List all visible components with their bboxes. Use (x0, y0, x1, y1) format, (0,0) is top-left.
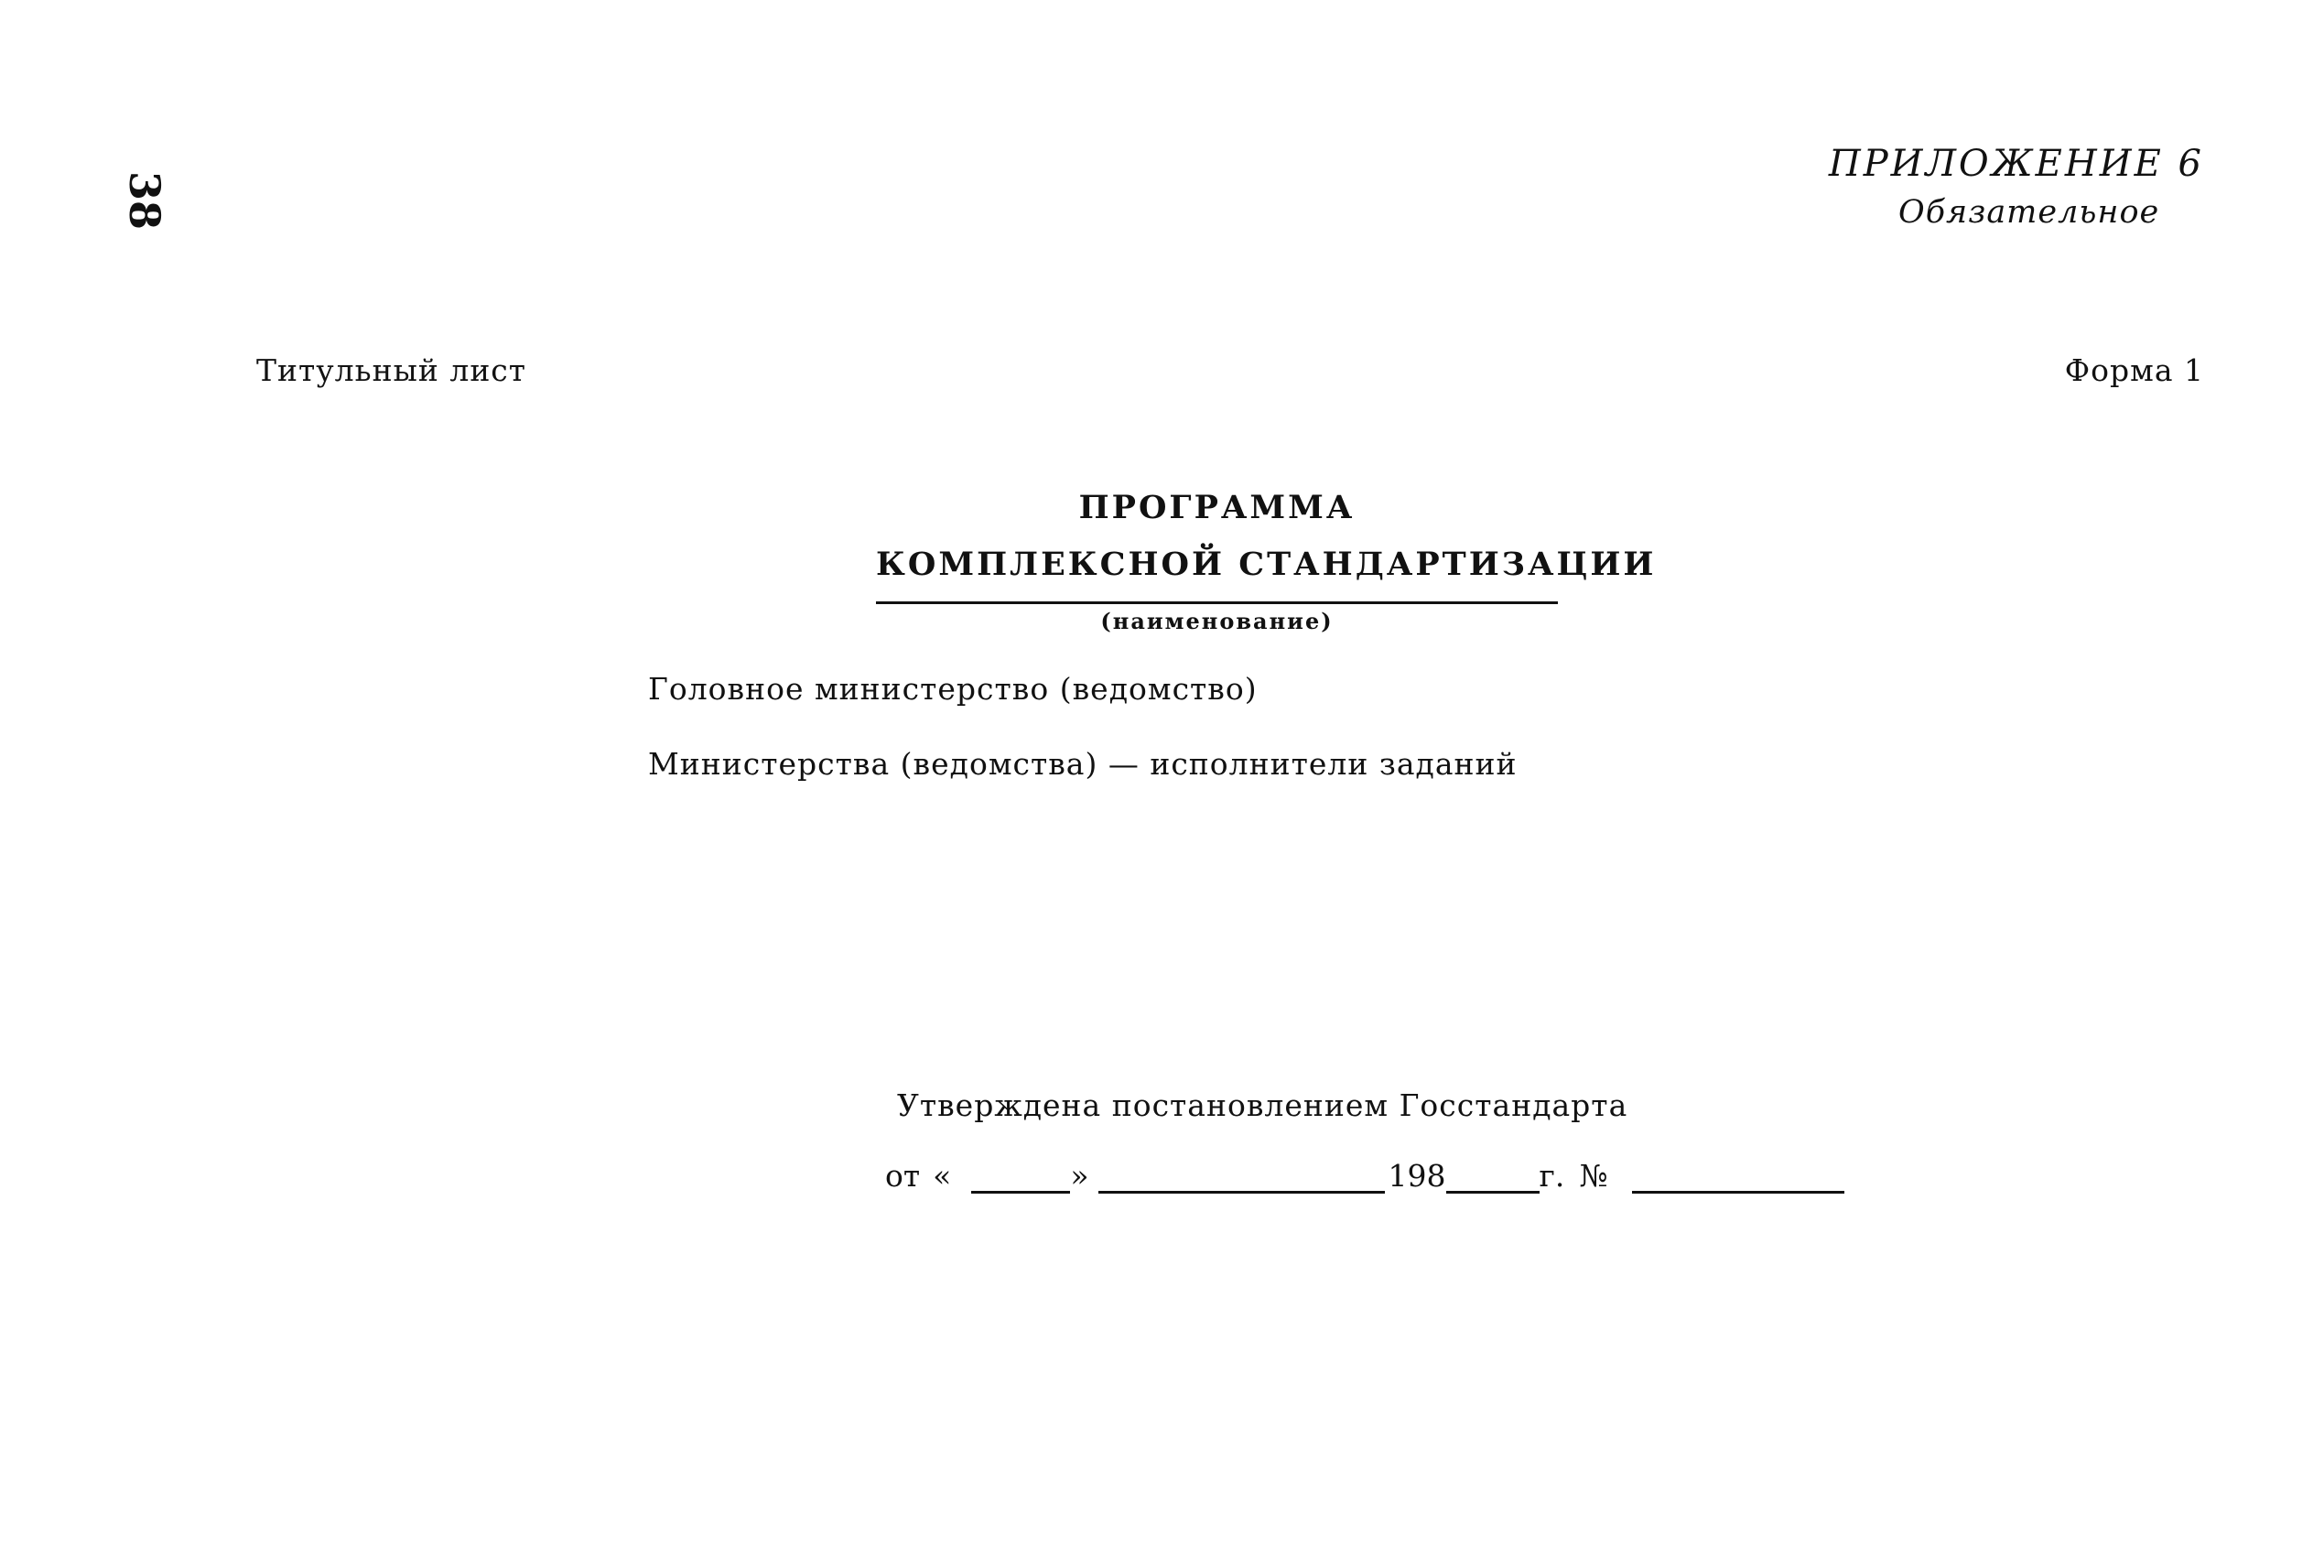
year-blank (1446, 1158, 1540, 1194)
month-blank (1098, 1158, 1385, 1194)
number-sign: № (1579, 1158, 1608, 1194)
executor-ministries-label: Министерства (ведомства) — исполнители заданий (648, 746, 1518, 782)
from-label: от (885, 1158, 921, 1194)
number-blank (1632, 1158, 1844, 1194)
program-name-caption: (наименование) (1100, 608, 1334, 634)
program-title-line2: КОМПЛЕКСНОЙ СТАНДАРТИЗАЦИИ (876, 546, 1657, 583)
close-quote: » (1070, 1158, 1089, 1194)
year-prefix: 198 (1388, 1158, 1446, 1194)
approval-text: Утверждена постановлением Госстандарта (897, 1087, 1628, 1123)
open-quote: « (933, 1158, 952, 1194)
program-title-line1: ПРОГРАММА (1078, 489, 1356, 526)
appendix-title: ПРИЛОЖЕНИЕ 6 (1828, 143, 2204, 185)
head-ministry-label: Головное министерство (ведомство) (648, 671, 1258, 707)
appendix-subtitle: Обязательное (1898, 194, 2160, 231)
sheet-label: Титульный лист (256, 352, 527, 388)
program-name-rule (876, 601, 1558, 604)
day-blank (971, 1158, 1070, 1194)
program-title-block (876, 482, 1657, 634)
form-label: Форма 1 (2064, 352, 2204, 388)
approval-date-line (885, 1158, 1844, 1194)
page-number: 38 (120, 171, 169, 231)
year-suffix: г. (1539, 1158, 1565, 1194)
